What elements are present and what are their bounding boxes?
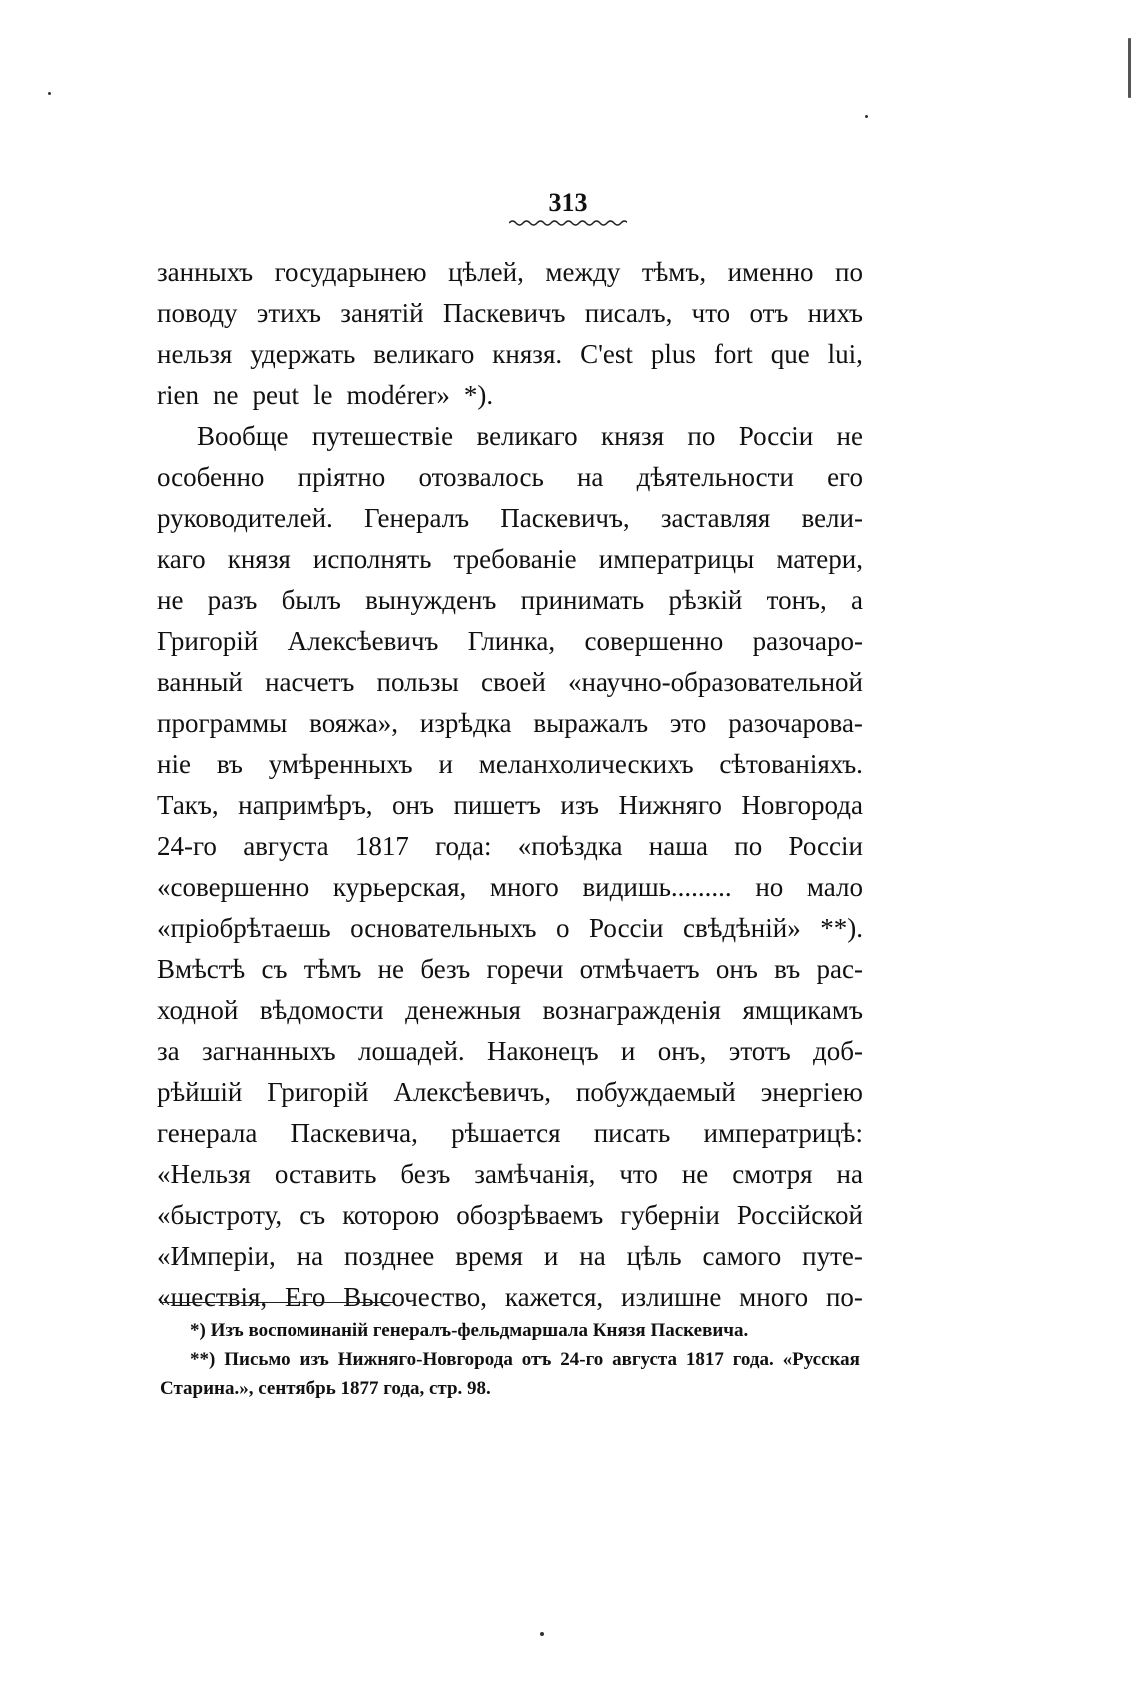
word: года: [435, 831, 492, 861]
word: писалъ, [584, 298, 673, 328]
word: цѣль [626, 1241, 682, 1271]
text-line [157, 785, 863, 826]
word: по [835, 257, 863, 287]
word: этотъ [728, 1036, 791, 1066]
word: и [620, 1036, 636, 1066]
word: Нижняго [618, 790, 722, 820]
text-line [157, 1154, 863, 1195]
word: энергіею [760, 1077, 863, 1107]
word: пишетъ [453, 790, 541, 820]
word: *). [463, 380, 494, 410]
word: lui, [827, 339, 863, 369]
scan-speck [540, 1632, 544, 1636]
word: что [691, 298, 731, 328]
word: Россійской [736, 1200, 863, 1230]
word: по- [825, 1282, 863, 1312]
word: «совершенно [157, 872, 310, 902]
word: на [576, 462, 604, 492]
word: загнанныхъ [202, 1036, 336, 1066]
footnote-word: Письмо [224, 1349, 291, 1370]
text-line [157, 949, 863, 990]
page-number: 313 [548, 188, 588, 217]
word: писать [593, 1118, 671, 1148]
word: Россіи [738, 421, 814, 451]
word: Вмѣстѣ [157, 954, 246, 984]
text-line [157, 580, 863, 621]
word: Такъ, [157, 790, 219, 820]
text-line [157, 1277, 863, 1318]
word: не [836, 421, 863, 451]
word: Высочество, [343, 1282, 488, 1312]
text-line [157, 662, 863, 703]
word: тѣмъ, [641, 257, 707, 287]
word: насчетъ [265, 667, 355, 697]
word: по [687, 421, 716, 451]
word: это [669, 708, 707, 738]
text-line [157, 334, 863, 375]
footnote-word: **) [190, 1349, 216, 1370]
word: съ [261, 954, 288, 984]
word: modérer» [346, 380, 450, 410]
word: plus [650, 339, 696, 369]
word: пользы [376, 667, 459, 697]
word: но [755, 872, 784, 902]
word: лошадей. [357, 1036, 465, 1066]
word: по [734, 831, 763, 861]
word: особенно [157, 462, 265, 492]
word: тѣмъ [303, 954, 362, 984]
word: ходной [157, 995, 239, 1025]
text-line [157, 252, 863, 293]
wavy-underline-ornament [509, 218, 627, 228]
text-line [157, 457, 863, 498]
word: вознагражденія [542, 995, 721, 1025]
word: замѣчанія, [474, 1159, 596, 1189]
word: разочаро- [752, 626, 863, 656]
word: кажется, [504, 1282, 604, 1312]
word: видишь......... [582, 872, 732, 902]
footnote-2-line-1 [160, 1345, 860, 1374]
word: «пріобрѣтаешь [157, 913, 331, 943]
word: рас- [816, 954, 863, 984]
word: свѣдѣній» [683, 913, 801, 943]
word: матери, [776, 544, 863, 574]
word: «научно-образовательной [568, 667, 863, 697]
word: сѣтованіяхъ. [719, 749, 863, 779]
word: князя. [492, 339, 563, 369]
word: каго [157, 544, 206, 574]
footnotes [160, 1316, 860, 1403]
footnote-word: Нижняго-Новгорода [337, 1349, 513, 1370]
text-line [157, 375, 863, 416]
word: своей [480, 667, 546, 697]
word: былъ [281, 585, 341, 615]
scan-speck [865, 115, 868, 118]
word: заставляя [660, 503, 771, 533]
word: Паскевича, [290, 1118, 418, 1148]
word: исполнять [312, 544, 432, 574]
word: выражалъ [533, 708, 649, 738]
word: ne [212, 380, 239, 410]
footnote-word: августа [612, 1349, 677, 1370]
word: разочарова- [728, 708, 863, 738]
word: горечи [486, 954, 564, 984]
word: рѣйшій [157, 1077, 243, 1107]
word: излишне [621, 1282, 722, 1312]
word: вели- [801, 503, 863, 533]
word: разъ [207, 585, 258, 615]
word: умѣренныхъ [268, 749, 413, 779]
word: Его [285, 1282, 326, 1312]
text-line [157, 826, 863, 867]
word: que [770, 339, 810, 369]
footnote-word: изъ [299, 1349, 329, 1370]
text-line [157, 744, 863, 785]
word: Алексѣевичъ [287, 626, 439, 656]
word: «быстроту, [157, 1200, 283, 1230]
word: меланхолическихъ [478, 749, 694, 779]
word: князя [600, 421, 665, 451]
word: августа [243, 831, 329, 861]
word: занятій [340, 298, 424, 328]
word: время [455, 1241, 523, 1271]
word: «поѣздка [517, 831, 623, 861]
word: изъ [560, 790, 599, 820]
text-line [157, 1113, 863, 1154]
text-line [157, 1072, 863, 1113]
word: Наконецъ [487, 1036, 599, 1066]
word: рѣшается [451, 1118, 561, 1148]
word: **). [820, 913, 863, 943]
word: и [438, 749, 453, 779]
word: нельзя [157, 339, 233, 369]
word: Григорій [157, 626, 259, 656]
word: ніе [157, 749, 191, 779]
word: курьерская, [332, 872, 467, 902]
word: Паскевичъ [442, 298, 566, 328]
word: цѣлей, [448, 257, 524, 287]
word: государынею [274, 257, 427, 287]
word: 24-го [157, 831, 217, 861]
word: удержать [250, 339, 356, 369]
word: 1817 [354, 831, 409, 861]
word: пріятно [297, 462, 386, 492]
word: онъ [715, 954, 758, 984]
word: великаго [476, 421, 578, 451]
text-line [157, 1236, 863, 1277]
word: денежныя [405, 995, 521, 1025]
word: отозвалось [418, 462, 544, 492]
word: побуждаемый [575, 1077, 736, 1107]
word: вѣдомости [259, 995, 384, 1025]
word: безъ [420, 954, 471, 984]
footnote-word: 24-го [560, 1349, 604, 1370]
word: нихъ [807, 298, 863, 328]
word: принимать [520, 585, 645, 615]
text-line [157, 867, 863, 908]
word: fort [713, 339, 753, 369]
word: этихъ [256, 298, 322, 328]
word: что [619, 1159, 658, 1189]
word: напримѣръ, [238, 790, 373, 820]
word: поводу [157, 298, 238, 328]
word: великаго [373, 339, 475, 369]
word: Паскевичъ, [500, 503, 630, 533]
word: доб- [813, 1036, 863, 1066]
word: отмѣчаетъ [579, 954, 700, 984]
scan-speck [48, 92, 51, 95]
text-line [157, 908, 863, 949]
word: наша [648, 831, 709, 861]
word: на [579, 1241, 606, 1271]
footnote-1: *) Изъ воспоминаній генералъ-фельдмаршала Князя Паскевича. [190, 1320, 749, 1341]
word: которою [342, 1200, 440, 1230]
word: въ [774, 954, 801, 984]
word: много [739, 1282, 809, 1312]
word: изрѣдка [419, 708, 512, 738]
footnote-word: 1817 [685, 1349, 724, 1370]
text-line [157, 416, 863, 457]
word: занныхъ [157, 257, 254, 287]
word: Россіи [788, 831, 863, 861]
word: C'est [580, 339, 633, 369]
word: за [157, 1036, 180, 1066]
word: и [543, 1241, 559, 1271]
word: императрицы [598, 544, 755, 574]
text-line [157, 1195, 863, 1236]
footnote-separator-rule [160, 1302, 394, 1303]
word: позднее [344, 1241, 435, 1271]
word: въ [216, 749, 243, 779]
text-line [157, 990, 863, 1031]
scan-speck [1128, 38, 1131, 98]
word: Новгорода [741, 790, 863, 820]
word: peut [252, 380, 299, 410]
word: на [296, 1241, 324, 1271]
word: путешествіе [311, 421, 454, 451]
word: «шествія, [157, 1282, 268, 1312]
body-text [157, 252, 863, 1318]
word: вояжа», [309, 708, 398, 738]
word: смотря [732, 1159, 813, 1189]
word: не [157, 585, 184, 615]
word: совершенно [584, 626, 724, 656]
word: съ [299, 1200, 326, 1230]
word: программы [157, 708, 288, 738]
word: ванный [157, 667, 243, 697]
text-line [157, 293, 863, 334]
word: вынужденъ [365, 585, 497, 615]
word: рѣзкій [668, 585, 743, 615]
text-line [157, 498, 863, 539]
word: много [489, 872, 559, 902]
word: генерала [157, 1118, 258, 1148]
word: именно [727, 257, 814, 287]
word: о [556, 913, 570, 943]
word: rien [157, 380, 199, 410]
word: онъ, [657, 1036, 707, 1066]
word: требованіе [453, 544, 577, 574]
word: оставить [274, 1159, 377, 1189]
word: на [836, 1159, 863, 1189]
word: Генералъ [363, 503, 470, 533]
page-header [478, 190, 658, 228]
word: Вообще [197, 421, 289, 451]
word: между [545, 257, 621, 287]
word: не [681, 1159, 709, 1189]
word: «Имперіи, [157, 1241, 276, 1271]
word: губерніи [620, 1200, 720, 1230]
word: путе- [802, 1241, 863, 1271]
word: Алексѣевичъ, [393, 1077, 551, 1107]
word: князя [227, 544, 291, 574]
word: безъ [400, 1159, 451, 1189]
footnote-2-line-2: Старина.», сентябрь 1877 года, стр. 98. [160, 1378, 491, 1399]
word: его [827, 462, 863, 492]
word: обозрѣваемъ [456, 1200, 604, 1230]
word: онъ [392, 790, 434, 820]
footnote-word: отъ [521, 1349, 552, 1370]
word: руководителей. [157, 503, 333, 533]
word: императрицѣ: [703, 1118, 863, 1148]
text-line [157, 1031, 863, 1072]
word: мало [806, 872, 863, 902]
word: дѣятельности [636, 462, 794, 492]
footnote-word: года. [732, 1349, 774, 1370]
text-line [157, 539, 863, 580]
word: «Нельзя [157, 1159, 251, 1189]
word: тонъ, [766, 585, 827, 615]
word: отъ [749, 298, 789, 328]
word: le [312, 380, 333, 410]
text-line [157, 703, 863, 744]
text-line [157, 621, 863, 662]
word: самого [702, 1241, 782, 1271]
word: Григорій [267, 1077, 369, 1107]
word: основательныхъ [350, 913, 537, 943]
word: Россіи [589, 913, 664, 943]
word: Глинка, [467, 626, 556, 656]
word: ямщикамъ [742, 995, 863, 1025]
word: не [377, 954, 405, 984]
footnote-word: «Русская [782, 1349, 860, 1370]
word: а [850, 585, 863, 615]
